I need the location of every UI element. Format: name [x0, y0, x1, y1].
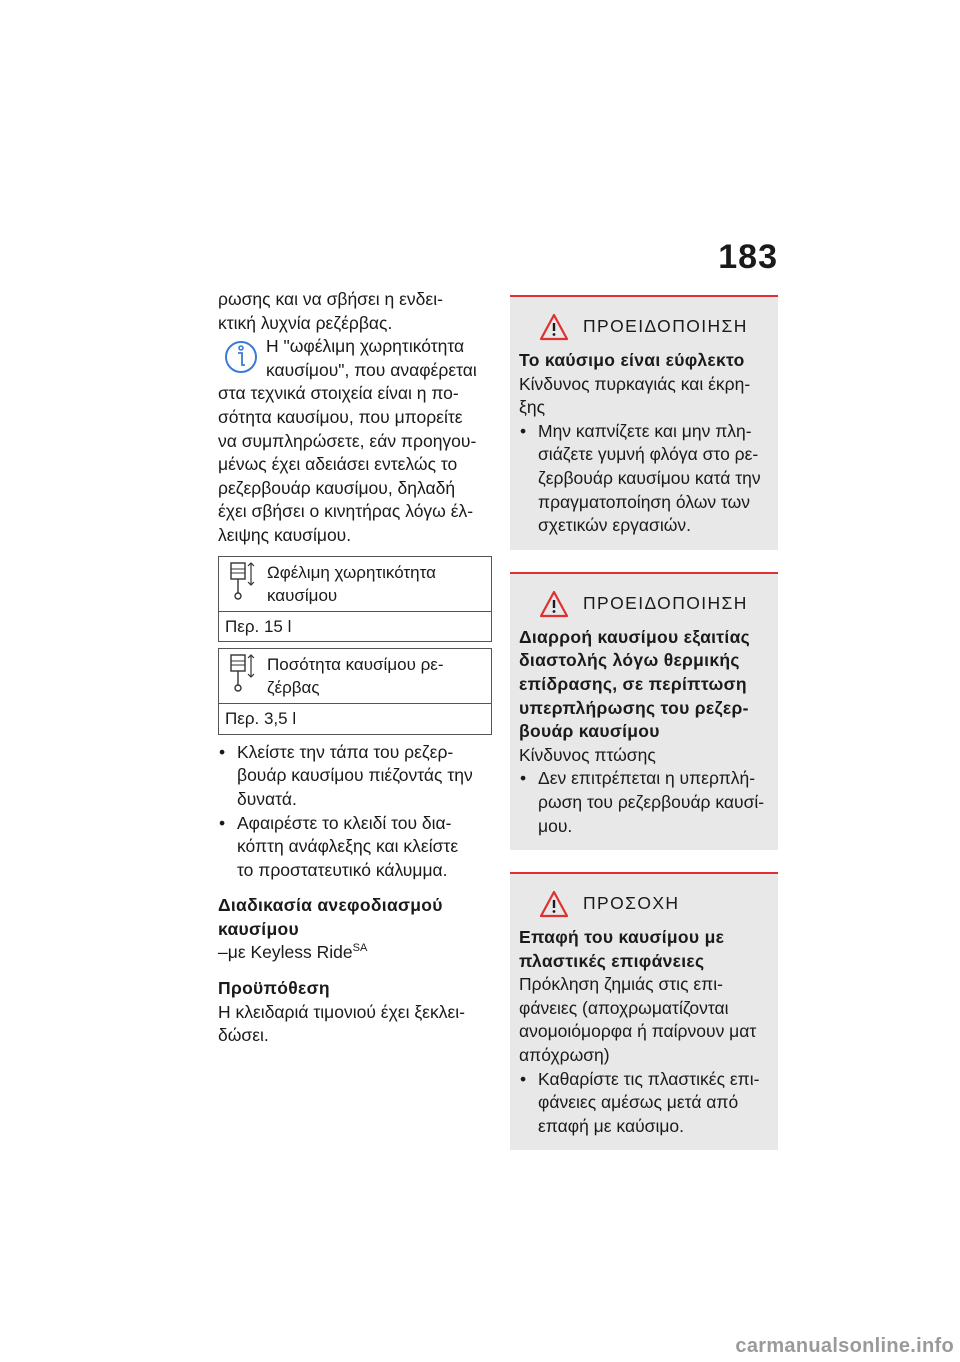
- warning-title: ΠΡΟΕΙΔΟΠΟΙΗΣΗ: [583, 592, 748, 613]
- warning-subtitle: Επαφή του καυσίμου με πλαστικές επιφάνειες: [519, 927, 725, 971]
- caution-box-plastic: [510, 872, 778, 1150]
- list-item: • Καθαρίστε τις πλαστικές επι- φάνειες αμέσως μετά από επαφή με καύσιμο.: [519, 1068, 769, 1139]
- warning-subtitle: Διαρροή καυσίμου εξαιτίας διαστολής λόγω θερμικής επίδρασης, σε περίπτωση υπερπλήρωσης του ρεζερ- βουάρ καυσίμου: [519, 626, 751, 742]
- info-text-first: Η "ωφέλιμη χωρητικότητα καυσίμου", που αναφέρεται: [266, 336, 477, 380]
- warning-header: [519, 590, 769, 618]
- spec-table: [218, 556, 492, 643]
- spec-row-usable-capacity: [219, 557, 491, 612]
- spec-value-reserve: Περ. 3,5 l: [225, 709, 297, 729]
- spec-value-usable-capacity: Περ. 15 l: [225, 616, 292, 636]
- info-icon: [224, 337, 258, 375]
- keyless-text: –με Keyless Ride: [218, 942, 353, 963]
- watermark: carmanualsonline.info: [735, 1335, 954, 1357]
- bullet-list: [218, 741, 492, 883]
- warning-box-flammable: [510, 295, 778, 550]
- warning-subtitle: Το καύσιμο είναι εύφλεκτο: [519, 350, 745, 370]
- list-item: • Αφαιρέστε το κλειδί του δια- κόπτη ανάφλεξης και κλείστε το προστατευτικό κάλυμμα.: [218, 812, 492, 883]
- info-text-rest: στα τεχνικά στοιχεία είναι η πο- σότητα καυσίμου, που μπορείτε να συμπληρώσετε, εάν προηγου- μένως έχει αδειάσει εντελώς το ρεζερβουάρ καυσίμου, δηλαδή έχει σβήσει ο κινητήρας λόγω έλ- λειψης καυσίμου.: [218, 383, 477, 545]
- warning-bullets: [519, 1068, 769, 1139]
- warning-triangle-icon: [539, 590, 569, 618]
- fuel-tank-icon: [225, 559, 259, 603]
- info-note: [218, 335, 492, 547]
- page-number: 183: [718, 238, 778, 276]
- keyless-note: [218, 941, 492, 965]
- left-column: [218, 288, 492, 1048]
- warning-text: Πρόκληση ζημιάς στις επι- φάνειες (αποχρωματίζονται ανομοιόμορφα ή παίρνουν ματ απόχρωση): [519, 974, 757, 1066]
- warning-title: ΠΡΟΣΟΧΗ: [583, 893, 680, 914]
- spec-label-reserve: Ποσότητα καυσίμου ρε- ζέρβας: [267, 655, 444, 698]
- warning-bullets: [519, 767, 769, 838]
- list-item: • Δεν επιτρέπεται η υπερπλή- ρωση του ρεζερβουάρ καυσί- μου.: [519, 767, 769, 838]
- prerequisite-text: Η κλειδαριά τιμονιού έχει ξεκλει- δώσει.: [218, 1001, 465, 1046]
- heading-prerequisite: Προϋπόθεση: [218, 978, 330, 999]
- warning-header: [519, 313, 769, 341]
- spec-table-reserve: [218, 648, 492, 735]
- warning-text: Κίνδυνος πυρκαγιάς και έκρη- ξης: [519, 373, 751, 418]
- list-item: • Μην καπνίζετε και μην πλη- σιάζετε γυμνή φλόγα στο ρε- ζερβουάρ καυσίμου κατά την πραγματοποίηση όλων των σχετικών εργασιών.: [519, 420, 769, 538]
- warning-triangle-icon: [539, 890, 569, 918]
- fuel-tank-icon: [225, 651, 259, 695]
- warning-title: ΠΡΟΕΙΔΟΠΟΙΗΣΗ: [583, 316, 748, 337]
- intro-text: ρωσης και να σβήσει η ενδει- κτική λυχνία ρεζέρβας.: [218, 289, 443, 333]
- right-column: [510, 295, 778, 1164]
- warning-text: Κίνδυνος πτώσης: [519, 744, 656, 765]
- heading-procedure: Διαδικασία ανεφοδιασμού καυσίμου: [218, 895, 443, 939]
- warning-bullets: [519, 420, 769, 538]
- spec-row-reserve: [219, 649, 491, 704]
- warning-box-leak: [510, 572, 778, 850]
- list-item: • Κλείστε την τάπα του ρεζερ- βουάρ καυσίμου πιέζοντάς την δυνατά.: [218, 741, 492, 812]
- keyless-sup: SA: [352, 942, 368, 955]
- warning-header: [519, 890, 769, 918]
- spec-label-usable-capacity: Ωφέλιμη χωρητικότητα καυσίμου: [267, 562, 436, 605]
- warning-triangle-icon: [539, 313, 569, 341]
